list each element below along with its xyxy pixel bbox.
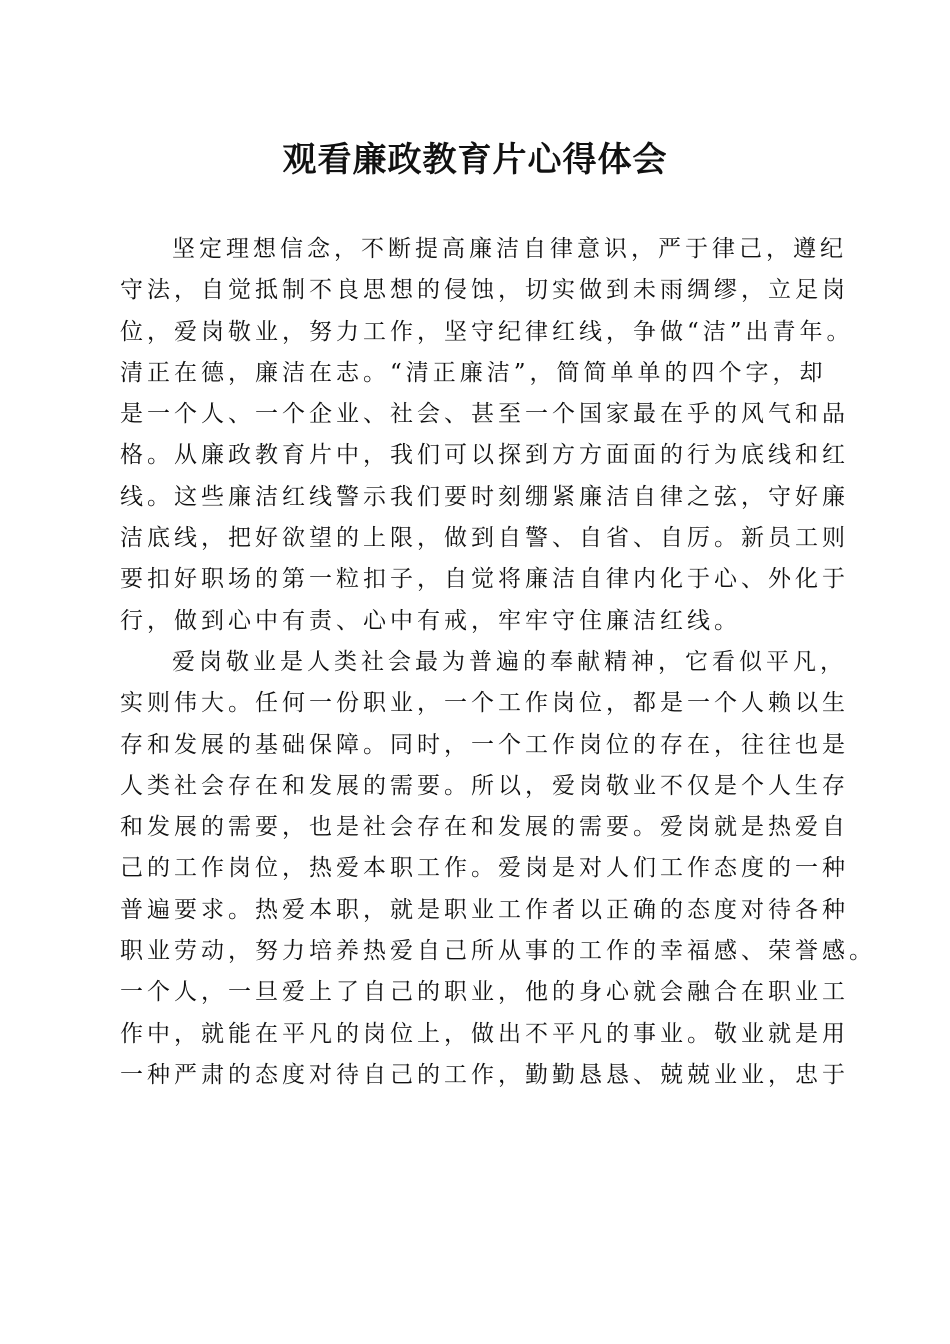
text-line: 一个人，一旦爱上了自己的职业，他的身心就会融合在职业工: [120, 979, 849, 1006]
text-line: 行，做到心中有责、心中有戒，牢牢守住廉洁红线。: [120, 607, 741, 634]
text-line: 格。从廉政教育片中，我们可以探到方方面面的行为底线和红: [120, 442, 849, 469]
text-line: 一种严肃的态度对待自己的工作，勤勤恳恳、兢兢业业，忠于: [120, 1061, 849, 1088]
text-line: 清正在德，廉洁在志。“清正廉洁”，简简单单的四个字，却: [120, 359, 827, 386]
paragraph-2: [120, 642, 876, 1096]
text-line: 职业劳动，努力培养热爱自己所从事的工作的幸福感、荣誉感。: [120, 938, 876, 965]
text-line: 坚定理想信念，不断提高廉洁自律意识，严于律己，遵纪: [172, 236, 847, 262]
document-body: [120, 229, 876, 1096]
text-line: 要扣好职场的第一粒扣子，自觉将廉洁自律内化于心、外化于: [120, 566, 849, 593]
document-title: 观看廉政教育片心得体会: [282, 140, 668, 180]
text-line: 实则伟大。任何一份职业，一个工作岗位，都是一个人赖以生: [120, 690, 849, 717]
text-line: 人类社会存在和发展的需要。所以，爱岗敬业不仅是个人生存: [120, 772, 849, 799]
text-line: 是一个人、一个企业、社会、甚至一个国家最在乎的风气和品: [120, 401, 849, 428]
text-line: 守法，自觉抵制不良思想的侵蚀，切实做到未雨绸缪，立足岗: [120, 277, 849, 304]
text-line: 存和发展的基础保障。同时，一个工作岗位的存在，往往也是: [120, 731, 849, 758]
text-line: 线。这些廉洁红线警示我们要时刻绷紧廉洁自律之弦，守好廉: [120, 483, 849, 510]
text-line: 位，爱岗敬业，努力工作，坚守纪律红线，争做“洁”出青年。: [120, 318, 854, 345]
text-line: 己的工作岗位，热爱本职工作。爱岗是对人们工作态度的一种: [120, 855, 849, 882]
paragraph-1: [120, 229, 854, 642]
text-line: 爱岗敬业是人类社会最为普遍的奉献精神，它看似平凡，: [172, 648, 847, 675]
text-line: 普遍要求。热爱本职，就是职业工作者以正确的态度对待各种: [120, 896, 849, 923]
text-line: 和发展的需要，也是社会存在和发展的需要。爱岗就是热爱自: [120, 814, 849, 841]
text-line: 洁底线，把好欲望的上限，做到自警、自省、自厉。新员工则: [120, 525, 849, 552]
text-line: 作中，就能在平凡的岗位上，做出不平凡的事业。敬业就是用: [120, 1020, 849, 1047]
